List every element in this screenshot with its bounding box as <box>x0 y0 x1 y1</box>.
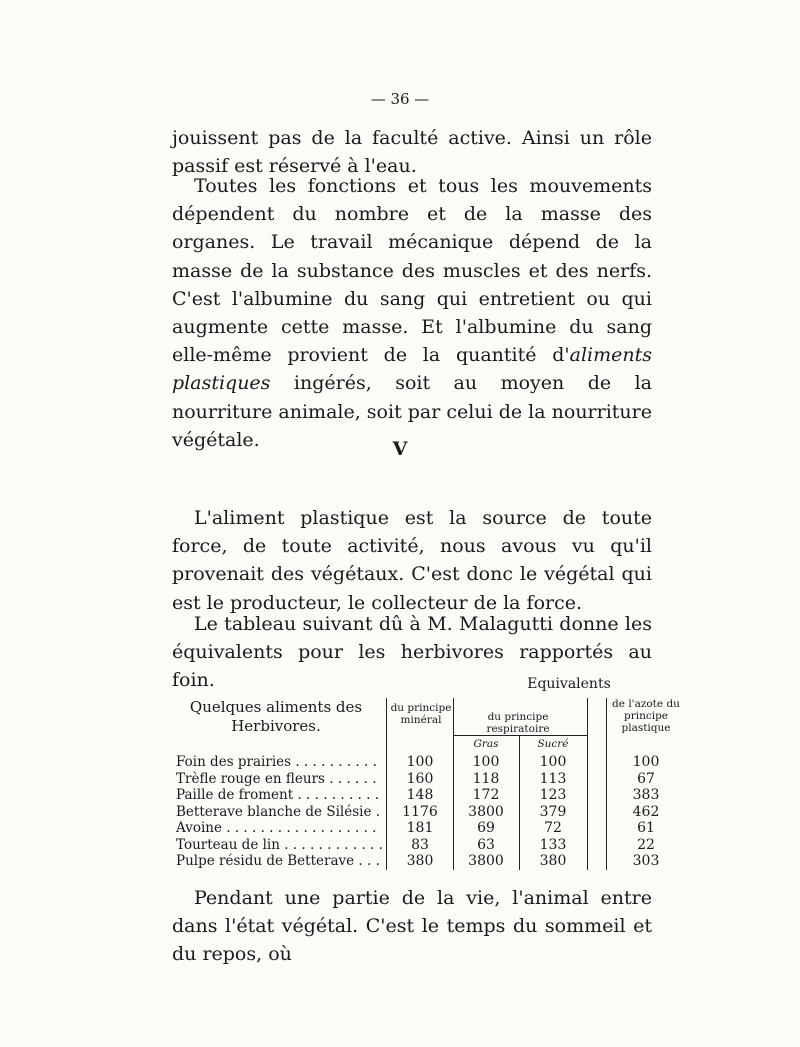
row-name: Trèfle rouge en fleurs . . . <box>176 771 382 788</box>
cell-plastique: 100 <box>632 754 660 770</box>
cell-mineral: 160 <box>406 770 434 787</box>
row-name: Tourteau de lin . . . <box>176 837 382 854</box>
cell-mineral: 148 <box>406 787 434 803</box>
table-row <box>176 820 686 837</box>
paragraph-2-text: Toutes les fonctions et tous les mouvements dépendent du nombre et de la masse des organes. Le travail mécanique dépend de la masse de la substance des muscles et des nerfs. C'est l'albumine du sang qui entretient ou qui augmente cette masse. Et l'albumine du sang elle-même provient de la quantité d' <box>172 175 652 367</box>
cell-gras: 69 <box>477 820 495 836</box>
cell-sucre: 380 <box>539 853 567 869</box>
table-row <box>176 787 686 804</box>
cell-gras: 100 <box>472 754 500 770</box>
col-header-plastique: de l'azote du principe plastique <box>612 698 680 734</box>
cell-mineral: 100 <box>406 754 434 770</box>
paragraph-2-italic: aliments plastiques <box>172 344 652 395</box>
paragraph-1: jouissent pas de la faculté active. Ainsi un rôle passif est réservé à l'eau. <box>172 127 652 178</box>
cell-gras: 118 <box>472 770 500 787</box>
cell-gras: 63 <box>477 836 495 853</box>
paragraph-4: Le tableau suivant dû à M. Malagutti donne les équivalents pour les herbivores rapportés au foin. <box>172 613 652 692</box>
table-rule <box>454 735 587 736</box>
cell-sucre: 379 <box>539 803 567 820</box>
cell-plastique: 462 <box>632 803 660 820</box>
subheader-sucre: Sucré <box>537 738 569 750</box>
col-header-mineral: du principe minéral <box>390 702 452 726</box>
paragraph-3: L'aliment plastique est la source de toute force, de toute activité, nous avous vu qu'il provenait des végétaux. C'est donc le végétal qui est le producteur, le collecteur de la force. <box>172 507 652 614</box>
table-title: Equivalents <box>527 676 611 692</box>
cell-sucre: 72 <box>544 820 562 836</box>
cell-mineral: 83 <box>411 836 429 853</box>
row-name: Paille de froment . . . <box>176 787 382 804</box>
cell-sucre: 133 <box>539 836 567 853</box>
cell-mineral: 380 <box>406 853 434 869</box>
table-row <box>176 837 686 854</box>
cell-mineral: 1176 <box>402 803 438 820</box>
cell-gras: 3800 <box>468 803 504 820</box>
cell-plastique: 67 <box>637 770 655 787</box>
table-row <box>176 754 686 771</box>
cell-mineral: 181 <box>406 820 434 836</box>
cell-gras: 3800 <box>468 853 504 869</box>
cell-sucre: 100 <box>539 754 567 770</box>
cell-plastique: 303 <box>632 853 660 869</box>
row-header: Quelques aliments des Herbivores. <box>189 698 363 735</box>
cell-gras: 172 <box>472 787 500 803</box>
cell-plastique: 22 <box>637 836 655 853</box>
col-header-respiratoire: du principe respiratoire <box>486 711 550 735</box>
paragraph-2 <box>172 172 652 454</box>
cell-sucre: 113 <box>539 770 567 787</box>
table-body <box>176 754 686 870</box>
page-number: — 36 — <box>370 90 430 108</box>
table-row <box>176 804 686 821</box>
cell-plastique: 383 <box>632 787 660 803</box>
section-heading: V <box>392 438 408 460</box>
row-name: Foin des prairies . . . <box>176 754 382 771</box>
cell-sucre: 123 <box>539 787 567 803</box>
paragraph-2-end: ingérés, soit au moyen de la nourriture animale, soit par celui de la nourriture végétale. <box>172 372 652 451</box>
row-name: Avoine . . . <box>176 820 382 837</box>
row-name: Betterave blanche de Silésie . . . <box>176 804 382 821</box>
subheader-gras: Gras <box>473 738 499 750</box>
paragraph-5: Pendant une partie de la vie, l'animal entre dans l'état végétal. C'est le temps du sommeil et du repos, où <box>172 887 652 966</box>
table-row <box>176 853 686 870</box>
table-row <box>176 771 686 788</box>
cell-plastique: 61 <box>637 820 655 836</box>
row-name: Pulpe résidu de Betterave . . . <box>176 853 382 870</box>
